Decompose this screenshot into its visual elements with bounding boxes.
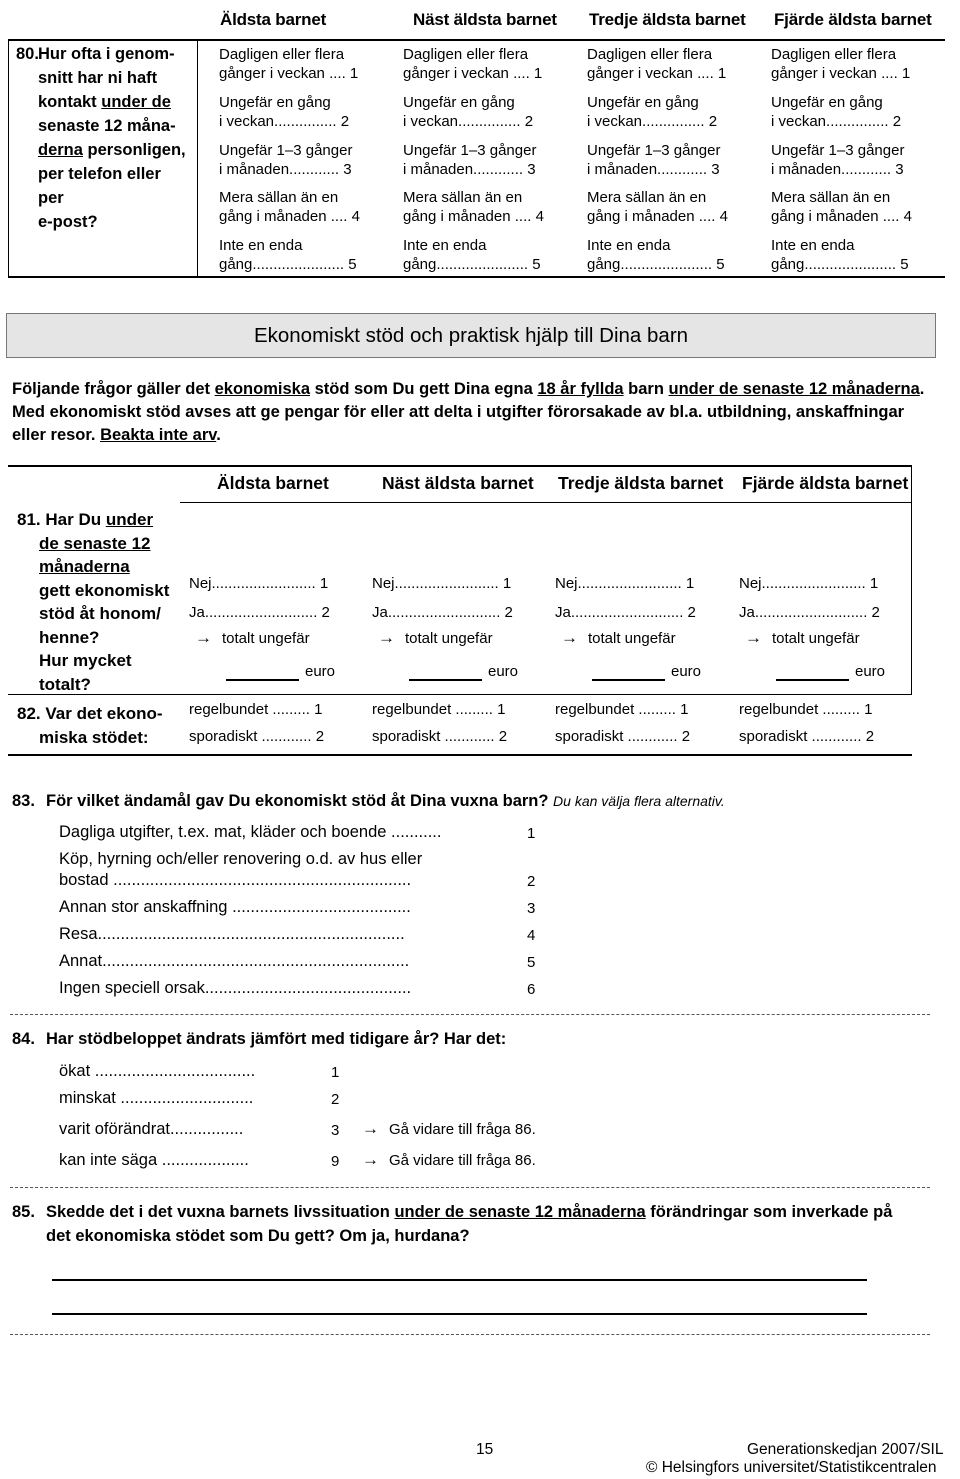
q83-number: 83. [12,792,35,810]
arrow-right-icon: → [195,628,212,647]
q80-bottom-rule [8,276,945,278]
q80-col2-option-1[interactable] [403,45,563,83]
q80-option-code: 2 [340,113,350,130]
q83-option-3[interactable]: Annan stor anskaffning ....................................... [59,898,411,916]
q80-option-code: 4 [719,208,728,225]
q80-col2-option-5[interactable] [403,236,563,274]
q80-col4-option-2[interactable] [771,93,931,131]
q80-option-line-1: Mera sällan än en [219,189,339,206]
q81-line-7: Hur mycket [39,651,132,670]
page-number: 15 [476,1441,494,1458]
q82-question: 82. Var det ekono- miska stödet: [17,702,177,749]
q80-option-line-1: Inte en enda [587,237,671,254]
q83-option-6[interactable]: Ingen speciell orsak............................................. [59,979,412,997]
q84-option-3-skip: → Gå vidare till fråga 86. [362,1119,536,1138]
q80-option-code: 1 [349,65,359,82]
q80-option-line-2: gång...................... [219,256,345,273]
q80-option-code: 5 [532,256,541,273]
q83-option-4-code: 4 [527,927,536,944]
q84-option-1-code: 1 [331,1064,340,1081]
q80-option-line-1: Inte en enda [771,237,855,254]
q81-right-border [911,465,912,695]
q80-option-line-1: Dagligen eller flera [403,46,529,63]
q80-option-line-1: Ungefär 1–3 gånger [403,142,537,159]
footer-copyright: © Helsingfors universitet/Statistikcentralen [646,1459,937,1476]
col-header-3: Tredje äldsta barnet [589,10,746,29]
q80-col1-option-2[interactable] [219,93,379,131]
q80-col4-option-4[interactable] [771,188,931,226]
q81-col1-amount-input[interactable] [226,679,299,681]
q82-col2-regelbundet[interactable]: regelbundet ......... 1 [372,701,506,718]
q80-line-7: e-post? [38,213,98,231]
q83-hint: Du kan välja flera alternativ. [553,793,725,809]
q84-option-4-code: 9 [331,1153,340,1170]
q83-option-2-line-1[interactable]: Köp, hyrning och/eller renovering o.d. av hus eller [59,850,423,868]
q80-option-code: 5 [900,256,909,273]
q80-option-line-2: i veckan............... [403,113,521,130]
q80-option-line-2: i månaden............ [771,161,892,178]
q81-line-2: de senaste 12 [39,533,151,553]
q80-option-line-1: Ungefär 1–3 gånger [771,142,905,159]
q80-option-line-1: Ungefär 1–3 gånger [587,142,721,159]
q83-question-text: För vilket ändamål gav Du ekonomiskt stöd åt Dina vuxna barn? [46,792,549,810]
q80-option-line-1: Inte en enda [403,237,487,254]
q80-question [16,42,186,234]
q80-col3-option-1[interactable] [587,45,747,83]
q81-col1-euro: euro [305,663,336,680]
q83-option-1-code: 1 [527,825,536,842]
q85-line-2: det ekonomiska stödet som Du gett? Om ja, hurdana? [46,1227,470,1245]
col-header-2: Näst äldsta barnet [413,10,557,29]
q80-line-6: per telefon eller per [38,165,161,207]
q81-col4-amount-input[interactable] [776,679,849,681]
q80-question-divider [197,39,198,276]
q80-number: 80. [16,45,39,63]
section-intro: Följande frågor gäller det ekonomiska stöd som Du gett Dina egna 18 år fyllda barn under de senaste 12 månaderna. Med ekonomiskt stöd avses att ge pengar för eller att delta i utgifter förorsakade av bl.a. utbildning, anskaffningar eller resor. Beakta inte arv. [12,380,925,444]
q81-col2-euro: euro [488,663,519,680]
q80-option-line-1: Dagligen eller flera [587,46,713,63]
q80-option-code: 1 [717,65,727,82]
q83-option-5-code: 5 [527,954,536,971]
q81-line-8: totalt? [39,674,91,694]
q80-option-line-2: i månaden............ [403,161,524,178]
q84-option-2[interactable]: minskat ............................. [59,1089,254,1107]
q80-option-line-2: gång i månaden .... [403,208,532,225]
q82-col4-sporadiskt[interactable]: sporadiskt ............ 2 [739,728,875,745]
q81-line-5: stöd åt honom/ [39,604,161,623]
q85-answer-line-1[interactable] [52,1279,867,1281]
q80-option-code: 3 [527,161,536,178]
q84-number: 84. [12,1030,35,1048]
q80-option-code: 1 [901,65,911,82]
q80-col1-option-3[interactable] [219,141,379,179]
q81-col4-total-label: → totalt ungefär [745,628,860,647]
q80-option-line-1: Dagligen eller flera [771,46,897,63]
q80-option-line-2: i veckan............... [771,113,889,130]
q81-col-header-4: Fjärde äldsta barnet [742,473,909,493]
q82-col1-sporadiskt[interactable]: sporadiskt ............ 2 [189,728,325,745]
q80-option-line-1: Mera sällan än en [403,189,523,206]
q83-option-5[interactable]: Annat................................................................... [59,952,410,970]
q83-option-1[interactable]: Dagliga utgifter, t.ex. mat, kläder och boende ........... [59,823,442,841]
q80-option-line-1: Mera sällan än en [771,189,891,206]
q80-left-border [8,39,9,276]
divider-dashed-1 [10,1014,930,1015]
q80-option-line-1: Ungefär 1–3 gånger [219,142,353,159]
q80-option-line-2: gång...................... [403,256,529,273]
q80-option-code: 4 [351,208,360,225]
arrow-right-icon: → [362,1119,379,1138]
q80-line-5: derna personligen, [38,141,186,159]
q81-col3-ja[interactable]: Ja........................... 2 [555,604,696,621]
arrow-right-icon: → [745,628,762,647]
q80-col1-option-4[interactable] [219,188,379,226]
q80-option-code: 3 [711,161,720,178]
q82-number: 82. [17,704,41,723]
q80-option-code: 1 [533,65,543,82]
q80-option-line-2: gång...................... [771,256,897,273]
q81-col4-euro: euro [855,663,886,680]
q81-col4-ja[interactable]: Ja........................... 2 [739,604,880,621]
q80-option-line-1: Inte en enda [219,237,303,254]
q82-col3-regelbundet[interactable]: regelbundet ......... 1 [555,701,689,718]
q83-option-2-code: 2 [527,873,536,890]
q80-line-4: senaste 12 måna- [38,117,176,135]
q82-bottom-rule [8,754,912,756]
q81-col-header-1: Äldsta barnet [217,473,329,493]
q81-col3-euro: euro [671,663,702,680]
divider-dashed-3 [10,1334,930,1335]
q80-col2-option-2[interactable] [403,93,563,131]
q80-option-code: 2 [708,113,718,130]
arrow-right-icon: → [561,628,578,647]
q84-option-2-code: 2 [331,1091,340,1108]
q80-col2-option-4[interactable] [403,188,563,226]
q80-option-line-2: i veckan............... [219,113,337,130]
q81-line-3: månaderna [39,557,130,576]
q80-col1-option-5[interactable] [219,236,379,274]
q80-col3-option-2[interactable] [587,93,747,131]
q80-option-code: 2 [524,113,534,130]
q83-option-2[interactable]: bostad ................................................................. [59,871,412,889]
q80-option-line-1: Ungefär en gång [587,94,699,111]
q80-line-2: snitt har ni haft [38,69,158,87]
q83-option-4[interactable]: Resa................................................................... [59,925,405,943]
q81-number: 81. [17,510,41,529]
q80-col1-option-1[interactable] [219,45,379,83]
q80-option-line-2: i veckan............... [587,113,705,130]
col-header-4: Fjärde äldsta barnet [774,10,932,29]
arrow-right-icon: → [362,1150,379,1169]
q84-question-text: Har stödbeloppet ändrats jämfört med tidigare år? Har det: [46,1030,507,1048]
q80-option-line-2: i månaden............ [587,161,708,178]
section-title [6,313,936,358]
q81-col1-total-label: → totalt ungefär [195,628,310,647]
divider-dashed-2 [10,1187,930,1188]
q80-option-line-1: Ungefär en gång [403,94,515,111]
footer-source: Generationskedjan 2007/SIL [747,1441,944,1458]
arrow-right-icon: → [378,628,395,647]
q82-col4-regelbundet[interactable]: regelbundet ......... 1 [739,701,873,718]
q80-option-code: 3 [343,161,352,178]
q81-col-header-2: Näst äldsta barnet [382,473,534,493]
col-header-1: Äldsta barnet [220,10,327,29]
q80-col4-option-3[interactable] [771,141,931,179]
q84-option-1[interactable]: ökat ................................... [59,1062,256,1080]
q81-col2-total-label: → totalt ungefär [378,628,493,647]
q83-question [12,792,725,811]
q82-col2-sporadiskt[interactable]: sporadiskt ............ 2 [372,728,508,745]
q81-col3-total-label: → totalt ungefär [561,628,676,647]
q80-option-line-2: gång i månaden .... [219,208,348,225]
q80-option-line-2: gång i månaden .... [587,208,716,225]
q80-option-line-1: Ungefär en gång [771,94,883,111]
q81-line-4: gett ekonomiskt [39,580,170,600]
q80-col4-option-1[interactable] [771,45,931,83]
q81-col2-nej[interactable]: Nej......................... 1 [372,575,512,592]
q83-option-3-code: 3 [527,900,536,917]
q80-line-1: Hur ofta i genom- [38,45,175,63]
q80-option-code: 2 [892,113,902,130]
q80-top-rule [8,39,945,41]
q81-top-rule [8,465,912,467]
q80-col3-option-5[interactable] [587,236,747,274]
q85-question: 85. Skedde det i det vuxna barnets livssituation under de senaste 12 månaderna förändringar som inverkade på det ekonomiska stödet som Du gett? Om ja, hurdana? [12,1200,892,1248]
q81-header-rule [180,502,912,503]
q80-option-line-2: gånger i veckan .... [587,65,714,82]
q80-col2-option-3[interactable] [403,141,563,179]
q80-line-3: kontakt under de [38,93,171,111]
q81-col1-ja[interactable]: Ja........................... 2 [189,604,330,621]
q81-col2-ja[interactable]: Ja........................... 2 [372,604,513,621]
q80-option-code: 4 [903,208,912,225]
q80-option-line-1: Ungefär en gång [219,94,331,111]
q80-option-code: 3 [895,161,904,178]
q80-option-line-2: gånger i veckan .... [219,65,346,82]
q82-col3-sporadiskt[interactable]: sporadiskt ............ 2 [555,728,691,745]
q80-col3-option-4[interactable] [587,188,747,226]
q81-col3-amount-input[interactable] [592,679,665,681]
q81-col3-nej[interactable]: Nej......................... 1 [555,575,695,592]
q82-col1-regelbundet[interactable]: regelbundet ......... 1 [189,701,323,718]
q85-number: 85. [12,1203,35,1221]
q84-option-3[interactable]: varit oförändrat................ [59,1120,244,1138]
q84-option-3-code: 3 [331,1122,340,1139]
q81-col-header-3: Tredje äldsta barnet [558,473,724,493]
q81-col2-amount-input[interactable] [409,679,482,681]
q80-option-code: 5 [348,256,357,273]
q84-question [12,1030,506,1049]
q80-col4-option-5[interactable] [771,236,931,274]
q85-answer-line-2[interactable] [52,1313,867,1315]
q80-col3-option-3[interactable] [587,141,747,179]
q80-option-line-1: Dagligen eller flera [219,46,345,63]
q81-col4-nej[interactable]: Nej......................... 1 [739,575,879,592]
q80-option-line-2: gång i månaden .... [771,208,900,225]
q82-line-2: miska stödet: [39,727,149,747]
q80-option-code: 4 [535,208,544,225]
q80-option-line-1: Mera sällan än en [587,189,707,206]
q81-question: 81. Har Du under de senaste 12 månaderna gett ekonomiskt stöd åt honom/ henne? Hur mycket totalt? [17,508,177,696]
q80-option-line-2: gång...................... [587,256,713,273]
q81-col1-nej[interactable]: Nej......................... 1 [189,575,329,592]
q80-option-line-2: i månaden............ [219,161,340,178]
q80-option-line-2: gånger i veckan .... [771,65,898,82]
q80-option-code: 5 [716,256,725,273]
q81-line-6: henne? [39,627,100,647]
q83-option-6-code: 6 [527,981,536,998]
q84-option-4-skip: → Gå vidare till fråga 86. [362,1150,536,1169]
q80-option-line-2: gånger i veckan .... [403,65,530,82]
section-title-text: Ekonomiskt stöd och praktisk hjälp till Dina barn [253,323,689,347]
q84-option-4[interactable]: kan inte säga ................... [59,1151,249,1169]
